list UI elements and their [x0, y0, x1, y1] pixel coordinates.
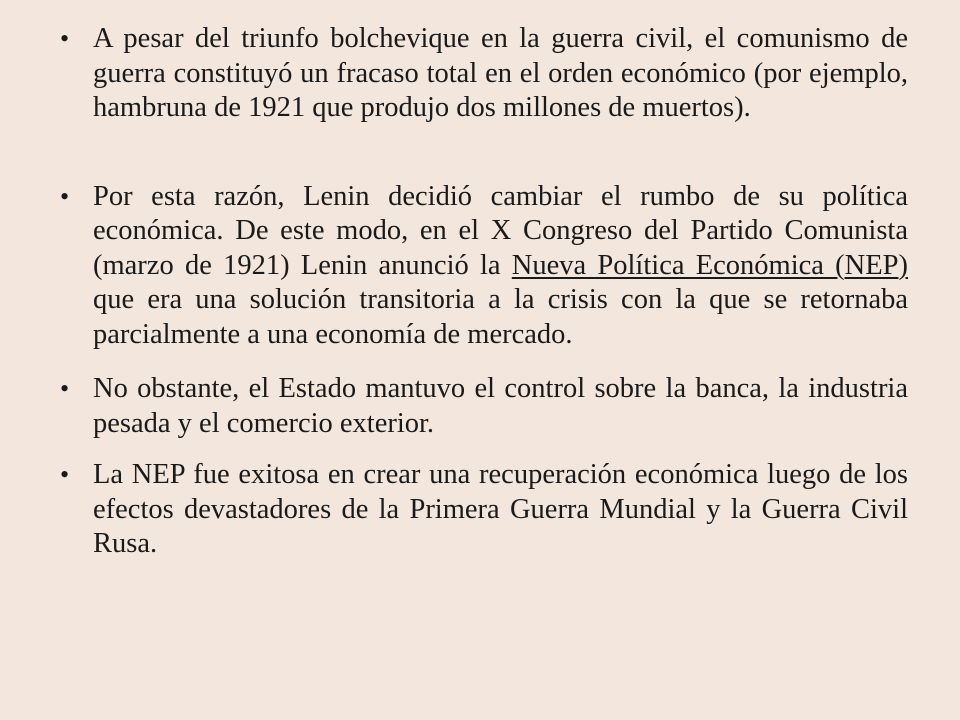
bullet-list — [60, 22, 908, 562]
bullet-dot-icon: • — [60, 181, 70, 211]
bullet-text: A pesar del triunfo bolchevique en la guerra civil, el comunismo de guerra constituyó un fracaso total en el orden económico (por ejemplo, hambruna de 1921 que produjo dos millones de muertos). — [93, 23, 908, 123]
bullet-item-nep-announcement — [60, 180, 908, 353]
bullet-text: La NEP fue exitosa en crear una recuperación económica luego de los efectos devastadores de la Primera Guerra Mundial y la Guerra Civil Rusa. — [93, 459, 908, 559]
bullet-item-war-communism — [60, 22, 908, 126]
bullet-dot-icon: • — [60, 460, 70, 489]
bullet-item-state-control — [60, 372, 908, 441]
bullet-dot-icon: • — [60, 374, 70, 403]
nep-underlined-term: Nueva Política Económica (NEP) — [511, 249, 908, 281]
bullet-text: No obstante, el Estado mantuvo el control sobre la banca, la industria pesada y el comercio exterior. — [93, 373, 908, 439]
bullet-text-after: que era una solución transitoria a la crisis con la que se retornaba parcialmente a una economía de mercado. — [93, 284, 908, 350]
bullet-item-nep-success — [60, 458, 908, 562]
bullet-text-before: Por esta razón, Lenin decidió cambiar el rumbo de su política económica. De este modo, en el X Congreso del Partido Comunista (marzo de 1921) Lenin anunció la — [93, 180, 908, 281]
bullet-dot-icon: • — [60, 24, 70, 53]
